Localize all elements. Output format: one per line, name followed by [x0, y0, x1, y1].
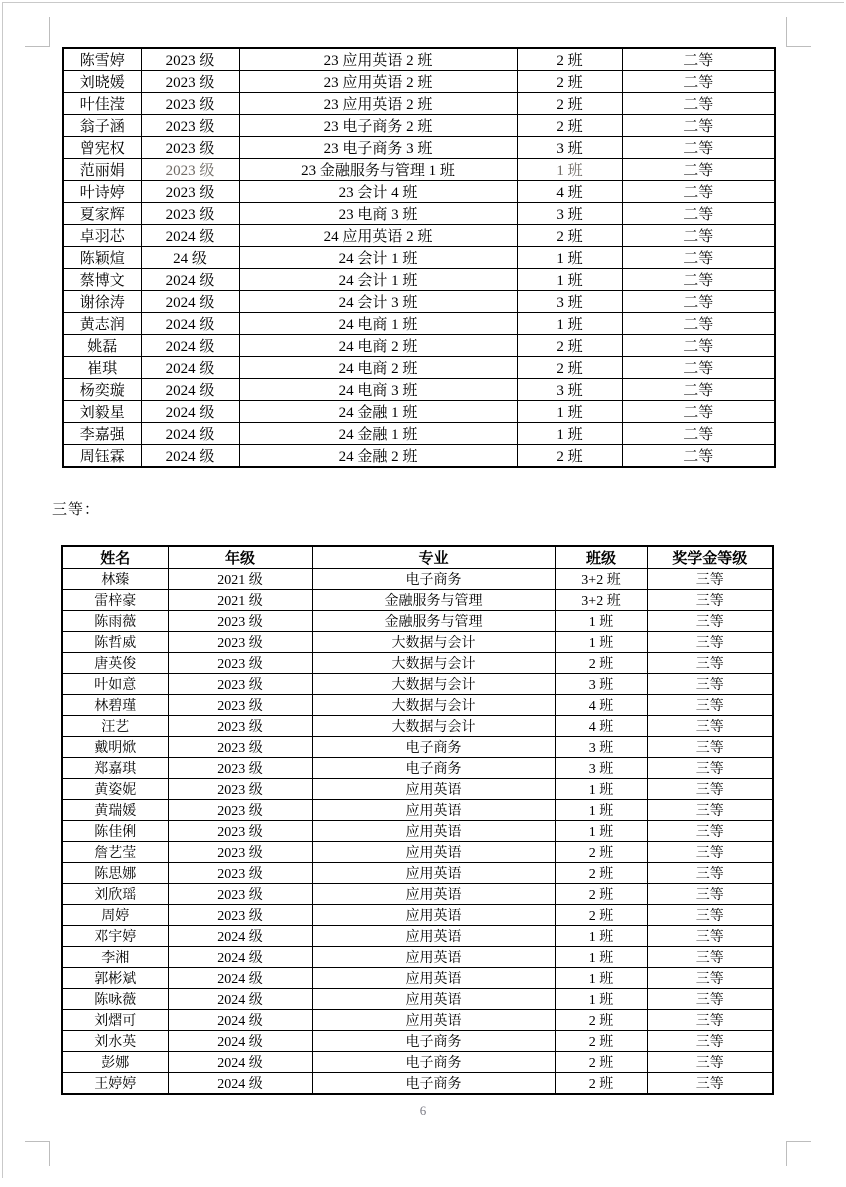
table-row [62, 611, 773, 632]
table-cell-grade: 2023 级 [168, 611, 312, 632]
table-cell-name: 彭娜 [62, 1052, 168, 1073]
table-row [63, 335, 775, 357]
table-cell-cls: 2 班 [555, 842, 647, 863]
table-cell-grade: 2024 级 [141, 335, 239, 357]
table-cell-major: 24 会计 1 班 [239, 269, 517, 291]
table-cell-cls: 1 班 [555, 800, 647, 821]
table-cell-cls: 4 班 [555, 716, 647, 737]
table-cell-name: 陈哲威 [62, 632, 168, 653]
table-cell-cls: 1 班 [517, 313, 622, 335]
table-cell-award: 三等 [647, 800, 773, 821]
table-cell-name: 林碧瑾 [62, 695, 168, 716]
table-row [63, 445, 775, 468]
table-cell-major: 24 金融 1 班 [239, 401, 517, 423]
table-cell-cls: 1 班 [517, 269, 622, 291]
table-cell-name: 范丽娟 [63, 159, 141, 181]
table-row [62, 800, 773, 821]
table-cell-major: 电子商务 [312, 569, 555, 590]
page-edge-left [2, 2, 3, 1178]
table-cell-award: 二等 [622, 291, 775, 313]
table-cell-grade: 2024 级 [141, 269, 239, 291]
table-cell-major: 24 金融 1 班 [239, 423, 517, 445]
table-cell-major: 电子商务 [312, 758, 555, 779]
table-cell-major: 应用英语 [312, 947, 555, 968]
section-heading-third-class: 三等： [52, 502, 101, 518]
table-row [63, 71, 775, 93]
table-cell-cls: 2 班 [555, 884, 647, 905]
table-cell-award: 三等 [647, 653, 773, 674]
table-cell-cls: 1 班 [555, 632, 647, 653]
table-cell-grade: 2024 级 [141, 379, 239, 401]
table-cell-award: 三等 [647, 590, 773, 611]
text-boundary-mark-top-left [25, 17, 50, 47]
table-cell-name: 黄姿妮 [62, 779, 168, 800]
table-row [63, 48, 775, 71]
table-cell-name: 刘毅星 [63, 401, 141, 423]
table-cell-grade: 2023 级 [168, 800, 312, 821]
table-cell-award: 三等 [647, 947, 773, 968]
table-cell-cls: 2 班 [517, 93, 622, 115]
table-row [63, 247, 775, 269]
table-cell-major: 24 电商 2 班 [239, 335, 517, 357]
table-cell-cls: 3+2 班 [555, 569, 647, 590]
table-cell-major: 电子商务 [312, 1073, 555, 1095]
table-cell-name: 蔡博文 [63, 269, 141, 291]
table-cell-name: 戴明焮 [62, 737, 168, 758]
table-cell-major: 应用英语 [312, 989, 555, 1010]
table-cell-award: 二等 [622, 269, 775, 291]
table-cell-major: 应用英语 [312, 821, 555, 842]
table-cell-award: 二等 [622, 335, 775, 357]
table-cell-major: 应用英语 [312, 926, 555, 947]
table-header-row [62, 546, 773, 569]
table-cell-grade: 2023 级 [168, 779, 312, 800]
table-cell-cls: 3 班 [555, 737, 647, 758]
table-cell-name: 陈佳俐 [62, 821, 168, 842]
table-cell-name: 叶诗婷 [63, 181, 141, 203]
column-header-major: 专业 [312, 546, 555, 569]
text-boundary-mark-bottom-right [786, 1141, 811, 1166]
table-cell-grade: 2024 级 [141, 445, 239, 468]
table-cell-cls: 3 班 [555, 758, 647, 779]
table-cell-name: 周钰霖 [63, 445, 141, 468]
table-cell-award: 三等 [647, 863, 773, 884]
table-cell-name: 翁子涵 [63, 115, 141, 137]
table-cell-name: 陈思娜 [62, 863, 168, 884]
table-cell-grade: 2024 级 [141, 423, 239, 445]
table-cell-grade: 2023 级 [168, 716, 312, 737]
table-cell-award: 二等 [622, 401, 775, 423]
table-cell-grade: 2023 级 [141, 203, 239, 225]
table-cell-major: 金融服务与管理 [312, 590, 555, 611]
table-cell-name: 王婷婷 [62, 1073, 168, 1095]
table-cell-grade: 2024 级 [141, 401, 239, 423]
table-cell-grade: 2023 级 [168, 842, 312, 863]
table-row [63, 159, 775, 181]
table-cell-award: 二等 [622, 71, 775, 93]
table-cell-grade: 2023 级 [168, 758, 312, 779]
table-cell-cls: 3 班 [517, 379, 622, 401]
table-cell-cls: 1 班 [555, 968, 647, 989]
table-cell-grade: 2024 级 [168, 1073, 312, 1095]
table-cell-major: 24 会计 1 班 [239, 247, 517, 269]
table-cell-major: 应用英语 [312, 800, 555, 821]
table-cell-award: 二等 [622, 115, 775, 137]
table-cell-cls: 3+2 班 [555, 590, 647, 611]
table-cell-award: 二等 [622, 225, 775, 247]
table-row [62, 779, 773, 800]
table-cell-major: 23 应用英语 2 班 [239, 93, 517, 115]
table-row [62, 884, 773, 905]
table-cell-cls: 1 班 [517, 423, 622, 445]
table-cell-major: 24 金融 2 班 [239, 445, 517, 468]
table-row [62, 905, 773, 926]
table-cell-award: 二等 [622, 48, 775, 71]
table-cell-grade: 2021 级 [168, 569, 312, 590]
table-cell-major: 24 应用英语 2 班 [239, 225, 517, 247]
table-row [62, 632, 773, 653]
table-cell-grade: 2021 级 [168, 590, 312, 611]
table-cell-grade: 2023 级 [141, 137, 239, 159]
table-row [62, 968, 773, 989]
table-row [63, 401, 775, 423]
table-cell-grade: 2024 级 [168, 1031, 312, 1052]
column-header-name: 姓名 [62, 546, 168, 569]
table-cell-award: 三等 [647, 779, 773, 800]
table-cell-name: 杨奕璇 [63, 379, 141, 401]
table-cell-grade: 2023 级 [168, 821, 312, 842]
table-row [62, 590, 773, 611]
table-cell-grade: 2023 级 [141, 115, 239, 137]
table-cell-award: 三等 [647, 632, 773, 653]
table-cell-major: 23 会计 4 班 [239, 181, 517, 203]
table-row [62, 1073, 773, 1095]
table-cell-major: 应用英语 [312, 779, 555, 800]
table-cell-major: 24 电商 1 班 [239, 313, 517, 335]
table-cell-grade: 2024 级 [168, 1052, 312, 1073]
table-cell-grade: 2024 级 [168, 947, 312, 968]
table-cell-cls: 1 班 [517, 401, 622, 423]
table-cell-grade: 2023 级 [141, 71, 239, 93]
table-cell-name: 黄瑞媛 [62, 800, 168, 821]
table-cell-major: 23 应用英语 2 班 [239, 71, 517, 93]
column-header-class: 班级 [555, 546, 647, 569]
table-cell-name: 陈雪婷 [63, 48, 141, 71]
table-cell-name: 郑嘉琪 [62, 758, 168, 779]
table-cell-name: 黄志润 [63, 313, 141, 335]
table-cell-grade: 2023 级 [168, 737, 312, 758]
table-row [63, 181, 775, 203]
table-row [63, 423, 775, 445]
table-row [63, 137, 775, 159]
table-cell-name: 詹艺莹 [62, 842, 168, 863]
table-cell-grade: 2023 级 [168, 695, 312, 716]
table-row [62, 674, 773, 695]
table-cell-award: 三等 [647, 968, 773, 989]
table-cell-major: 电子商务 [312, 737, 555, 758]
table-cell-major: 应用英语 [312, 905, 555, 926]
table-cell-cls: 2 班 [555, 863, 647, 884]
table-cell-cls: 2 班 [517, 225, 622, 247]
table-cell-cls: 1 班 [555, 611, 647, 632]
table-cell-name: 曾宪权 [63, 137, 141, 159]
table-cell-name: 谢徐涛 [63, 291, 141, 313]
table-cell-cls: 3 班 [517, 291, 622, 313]
table-cell-cls: 4 班 [555, 695, 647, 716]
table-cell-cls: 1 班 [517, 247, 622, 269]
table-cell-award: 三等 [647, 716, 773, 737]
table-cell-cls: 2 班 [517, 335, 622, 357]
table-row [63, 357, 775, 379]
table-cell-grade: 24 级 [141, 247, 239, 269]
table-cell-major: 24 会计 3 班 [239, 291, 517, 313]
table-cell-grade: 2023 级 [141, 93, 239, 115]
table-cell-grade: 2023 级 [168, 863, 312, 884]
table-cell-cls: 2 班 [555, 1031, 647, 1052]
table-cell-award: 三等 [647, 1031, 773, 1052]
table-cell-grade: 2024 级 [168, 1010, 312, 1031]
table-cell-cls: 2 班 [517, 445, 622, 468]
table-row [63, 225, 775, 247]
table-row [63, 93, 775, 115]
table-cell-name: 刘熠可 [62, 1010, 168, 1031]
table-cell-award: 三等 [647, 611, 773, 632]
table-row [62, 947, 773, 968]
column-header-grade: 年级 [168, 546, 312, 569]
table-cell-cls: 2 班 [555, 1073, 647, 1095]
page-edge-top [2, 2, 844, 3]
table-cell-major: 应用英语 [312, 1010, 555, 1031]
table-cell-award: 三等 [647, 1052, 773, 1073]
table-cell-grade: 2024 级 [141, 313, 239, 335]
table-cell-grade: 2024 级 [168, 926, 312, 947]
table-cell-award: 三等 [647, 758, 773, 779]
table-cell-grade: 2024 级 [168, 989, 312, 1010]
table-cell-grade: 2023 级 [168, 884, 312, 905]
table-row [62, 737, 773, 758]
text-boundary-mark-top-right [786, 17, 811, 47]
table-row [63, 379, 775, 401]
table-cell-name: 陈雨薇 [62, 611, 168, 632]
table-row [62, 989, 773, 1010]
table-cell-name: 刘晓媛 [63, 71, 141, 93]
table-cell-grade: 2023 级 [141, 48, 239, 71]
table-cell-name: 林臻 [62, 569, 168, 590]
table-cell-award: 二等 [622, 93, 775, 115]
table-cell-name: 邓宇婷 [62, 926, 168, 947]
table-cell-major: 大数据与会计 [312, 695, 555, 716]
table-cell-major: 24 电商 2 班 [239, 357, 517, 379]
table-cell-cls: 2 班 [555, 653, 647, 674]
second-class-scholarship-table [62, 47, 776, 468]
table-cell-award: 三等 [647, 905, 773, 926]
page-number: 6 [419, 1103, 427, 1118]
table-cell-cls: 2 班 [517, 115, 622, 137]
table-cell-cls: 2 班 [517, 357, 622, 379]
table-cell-major: 电子商务 [312, 1031, 555, 1052]
table-cell-award: 二等 [622, 159, 775, 181]
table-cell-award: 三等 [647, 1010, 773, 1031]
table-cell-name: 叶如意 [62, 674, 168, 695]
table-cell-cls: 2 班 [517, 48, 622, 71]
table-cell-name: 卓羽芯 [63, 225, 141, 247]
table-cell-award: 三等 [647, 884, 773, 905]
table-cell-name: 李湘 [62, 947, 168, 968]
table-row [63, 291, 775, 313]
table-cell-award: 二等 [622, 313, 775, 335]
table-cell-major: 应用英语 [312, 842, 555, 863]
table-cell-major: 23 电子商务 3 班 [239, 137, 517, 159]
table-cell-cls: 1 班 [555, 926, 647, 947]
table-cell-major: 23 电商 3 班 [239, 203, 517, 225]
table-cell-award: 三等 [647, 821, 773, 842]
table-cell-name: 郭彬斌 [62, 968, 168, 989]
table-cell-cls: 4 班 [517, 181, 622, 203]
table-cell-grade: 2023 级 [168, 632, 312, 653]
table-cell-award: 二等 [622, 247, 775, 269]
table-cell-award: 二等 [622, 445, 775, 468]
table-cell-name: 汪艺 [62, 716, 168, 737]
third-class-scholarship-table [61, 545, 774, 1095]
table-cell-cls: 2 班 [555, 905, 647, 926]
table-cell-major: 23 金融服务与管理 1 班 [239, 159, 517, 181]
table-cell-name: 李嘉强 [63, 423, 141, 445]
table-row [63, 269, 775, 291]
table-cell-award: 三等 [647, 695, 773, 716]
table-cell-award: 三等 [647, 737, 773, 758]
table-cell-award: 三等 [647, 1073, 773, 1095]
table-cell-major: 23 电子商务 2 班 [239, 115, 517, 137]
table-cell-grade: 2024 级 [141, 291, 239, 313]
table-cell-cls: 1 班 [555, 947, 647, 968]
table-cell-cls: 1 班 [555, 989, 647, 1010]
table-row [62, 926, 773, 947]
table-cell-cls: 1 班 [517, 159, 622, 181]
table-cell-award: 三等 [647, 989, 773, 1010]
table-cell-grade: 2023 级 [168, 674, 312, 695]
table-row [62, 716, 773, 737]
table-cell-cls: 3 班 [517, 137, 622, 159]
column-header-award: 奖学金等级 [647, 546, 773, 569]
table-cell-name: 刘欣瑶 [62, 884, 168, 905]
table-row [62, 653, 773, 674]
table-cell-cls: 2 班 [517, 71, 622, 93]
table-cell-major: 大数据与会计 [312, 653, 555, 674]
table-cell-award: 二等 [622, 181, 775, 203]
table-cell-grade: 2023 级 [168, 905, 312, 926]
table-row [63, 203, 775, 225]
table-cell-cls: 2 班 [555, 1010, 647, 1031]
table-cell-name: 夏家辉 [63, 203, 141, 225]
table-row [63, 313, 775, 335]
table-cell-award: 三等 [647, 842, 773, 863]
text-boundary-mark-bottom-left [25, 1141, 50, 1166]
table-row [62, 842, 773, 863]
table-cell-award: 三等 [647, 926, 773, 947]
table-cell-grade: 2023 级 [141, 159, 239, 181]
table-cell-major: 金融服务与管理 [312, 611, 555, 632]
table-cell-name: 陈颖煊 [63, 247, 141, 269]
table-cell-major: 大数据与会计 [312, 716, 555, 737]
table-cell-grade: 2024 级 [168, 968, 312, 989]
table-row [62, 695, 773, 716]
table-cell-award: 三等 [647, 674, 773, 695]
table-cell-award: 二等 [622, 203, 775, 225]
table-row [62, 1031, 773, 1052]
table-cell-major: 大数据与会计 [312, 632, 555, 653]
table-row [63, 115, 775, 137]
table-cell-major: 应用英语 [312, 863, 555, 884]
table-cell-name: 唐英俊 [62, 653, 168, 674]
table-row [62, 863, 773, 884]
table-cell-cls: 1 班 [555, 821, 647, 842]
table-cell-grade: 2023 级 [168, 653, 312, 674]
table-cell-award: 二等 [622, 137, 775, 159]
table-cell-major: 电子商务 [312, 1052, 555, 1073]
table-cell-major: 23 应用英语 2 班 [239, 48, 517, 71]
table-cell-name: 雷梓豪 [62, 590, 168, 611]
table-cell-grade: 2023 级 [141, 181, 239, 203]
table-cell-name: 崔琪 [63, 357, 141, 379]
table-row [62, 821, 773, 842]
table-cell-grade: 2024 级 [141, 225, 239, 247]
table-cell-name: 叶佳滢 [63, 93, 141, 115]
table-row [62, 1052, 773, 1073]
table-cell-grade: 2024 级 [141, 357, 239, 379]
table-cell-cls: 2 班 [555, 1052, 647, 1073]
table-cell-name: 姚磊 [63, 335, 141, 357]
table-cell-name: 陈咏薇 [62, 989, 168, 1010]
table-cell-cls: 1 班 [555, 779, 647, 800]
table-row [62, 758, 773, 779]
table-cell-major: 应用英语 [312, 968, 555, 989]
table-row [62, 569, 773, 590]
table-cell-name: 刘水英 [62, 1031, 168, 1052]
table-cell-name: 周婷 [62, 905, 168, 926]
table-cell-award: 二等 [622, 379, 775, 401]
table-cell-award: 三等 [647, 569, 773, 590]
table-cell-major: 大数据与会计 [312, 674, 555, 695]
table-cell-award: 二等 [622, 357, 775, 379]
table-cell-major: 应用英语 [312, 884, 555, 905]
table-row [62, 1010, 773, 1031]
table-cell-major: 24 电商 3 班 [239, 379, 517, 401]
table-cell-cls: 3 班 [517, 203, 622, 225]
table-cell-award: 二等 [622, 423, 775, 445]
table-cell-cls: 3 班 [555, 674, 647, 695]
